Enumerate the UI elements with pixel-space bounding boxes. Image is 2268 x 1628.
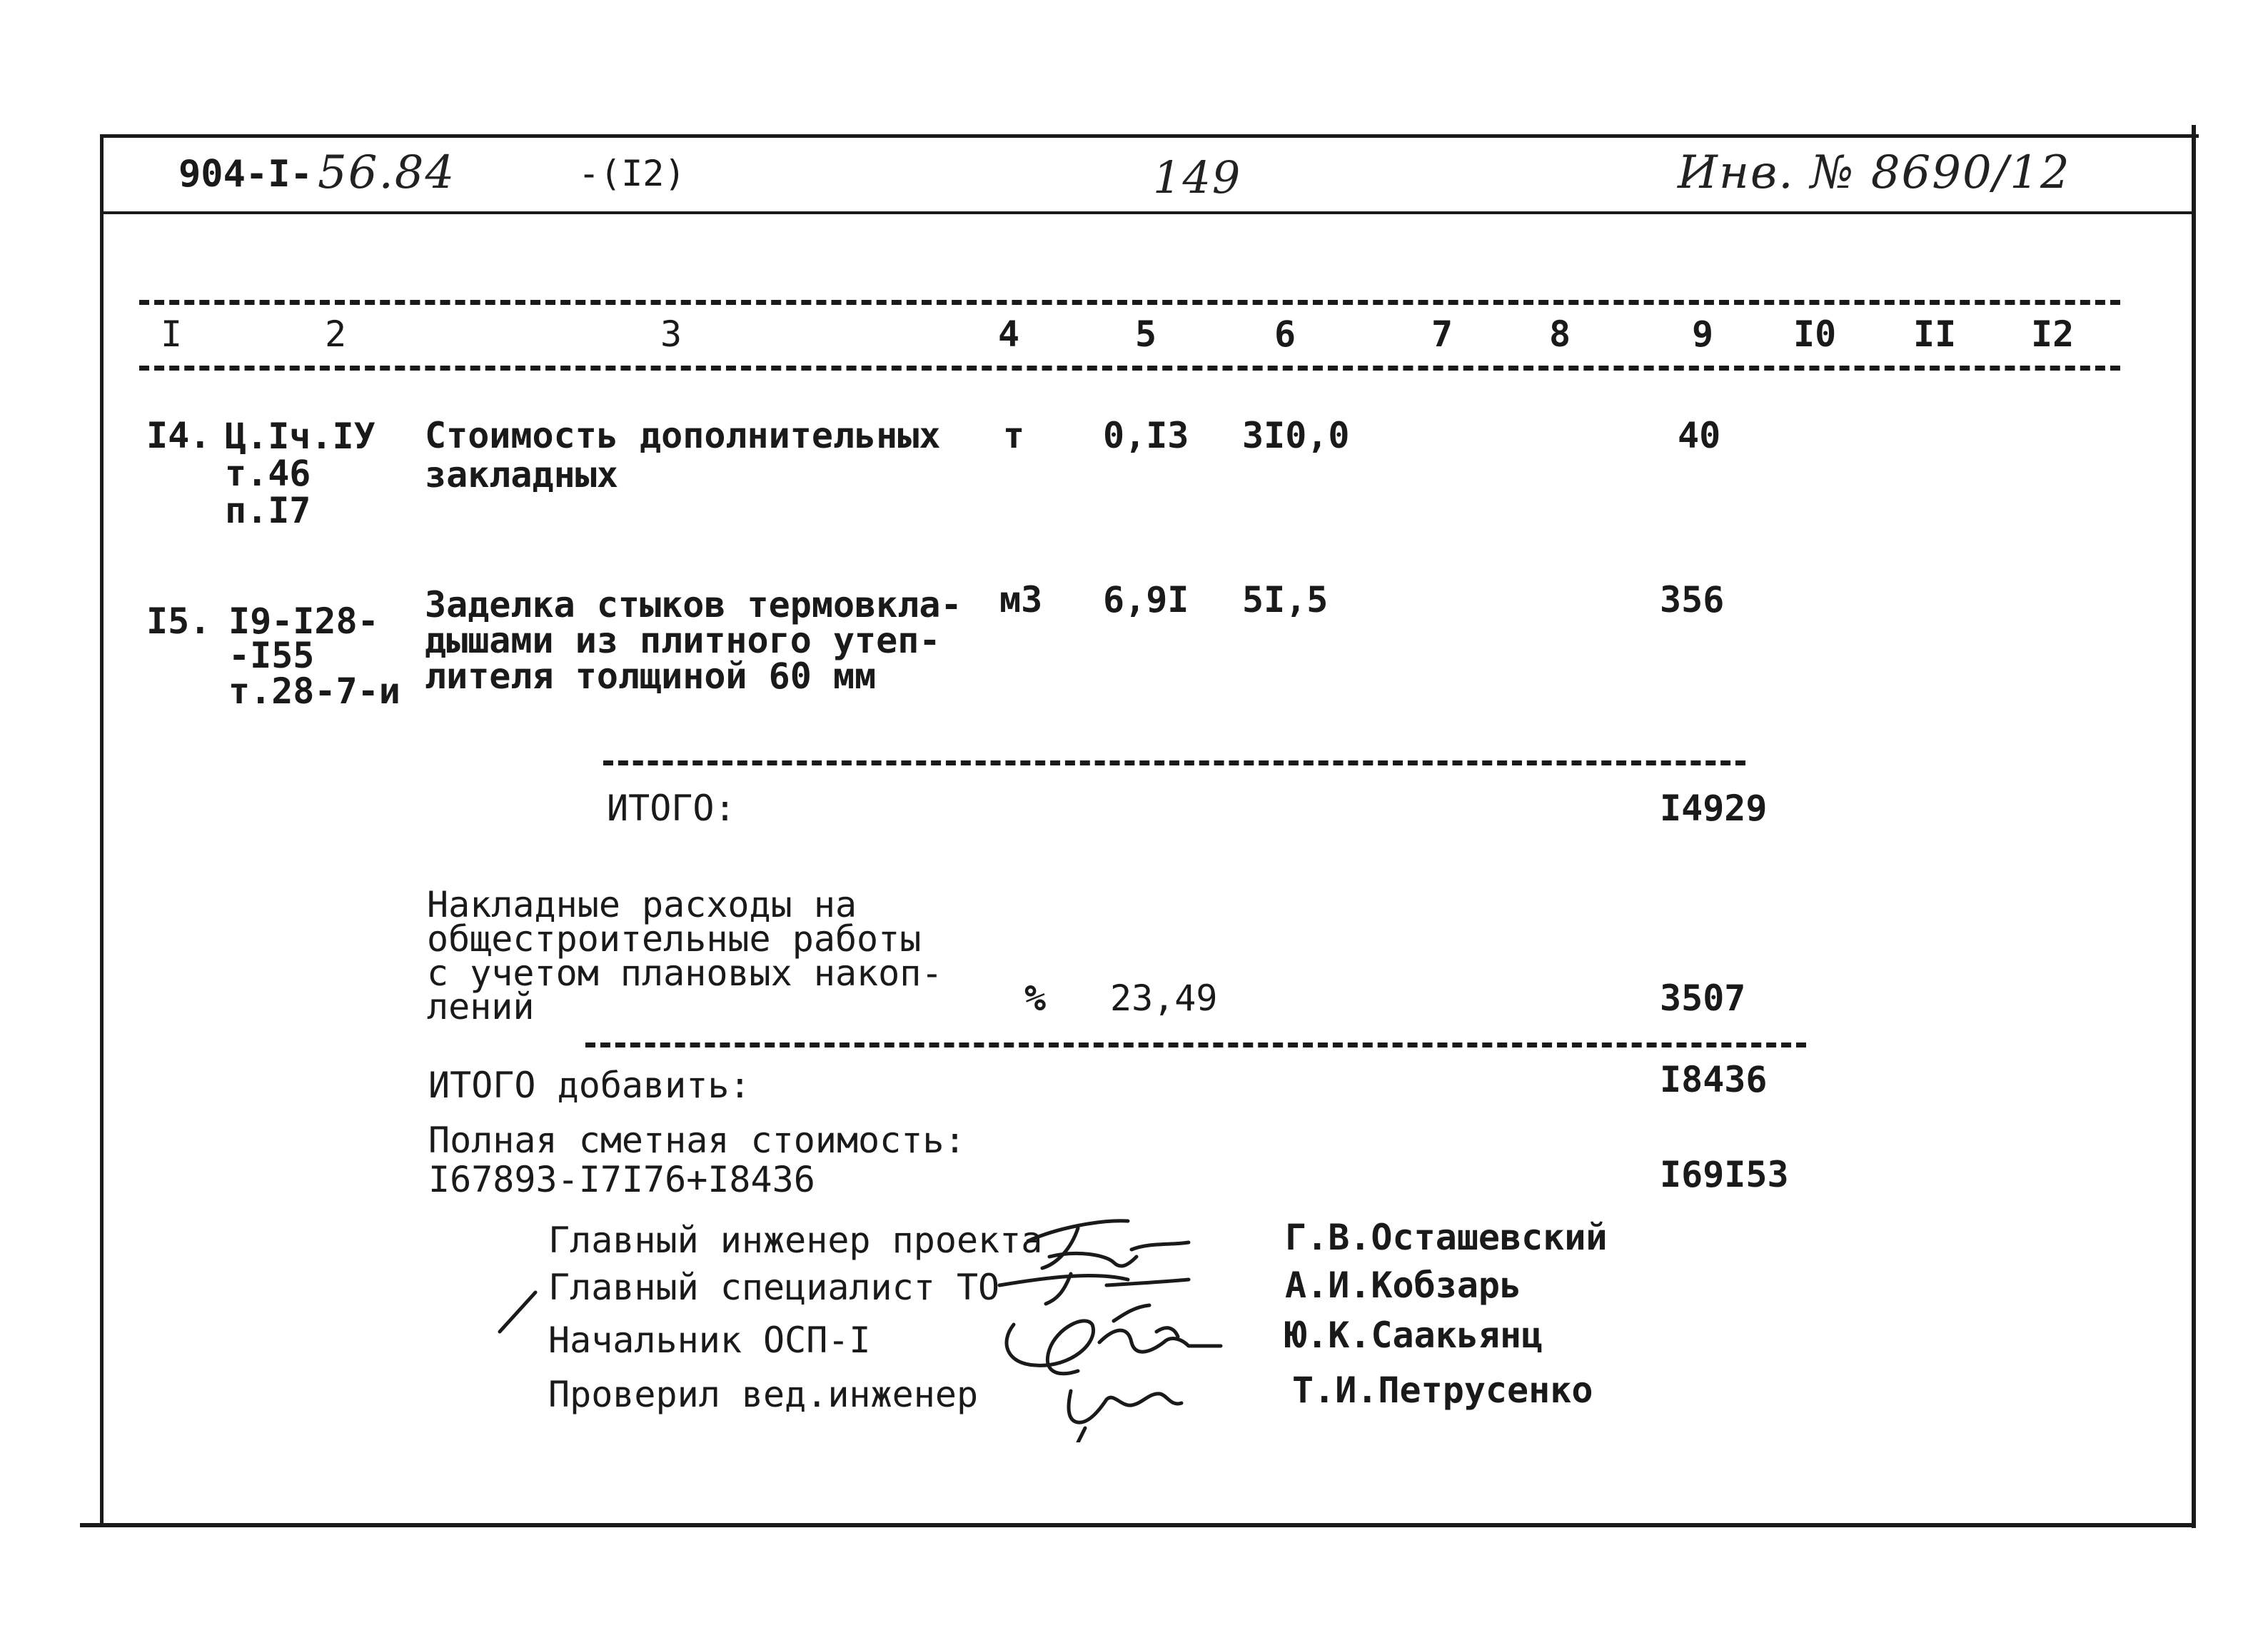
- header-rule: [104, 211, 2192, 214]
- col-num-6: 6: [1274, 313, 1296, 355]
- doc-part: -(I2): [578, 153, 686, 194]
- row-15-ref-line-1: I9-I28-: [228, 601, 379, 642]
- row-15-ref-line-2: -I55: [228, 635, 315, 676]
- row-15-desc-line-1: Заделка стыков термовкла-: [425, 584, 962, 625]
- col-num-2: 2: [325, 313, 347, 355]
- row-15-qty: 6,9I: [1103, 579, 1189, 620]
- row-14-qty: 0,I3: [1103, 415, 1189, 456]
- signature-name-2: А.И.Кобзарь: [1285, 1265, 1522, 1306]
- col-num-10: I0: [1793, 313, 1837, 355]
- overhead-desc-line-3: с учетом плановых накоп-: [427, 953, 943, 994]
- doc-code-handwritten: 56.84: [318, 146, 456, 199]
- col-num-8: 8: [1549, 313, 1571, 355]
- col-num-9: 9: [1692, 313, 1714, 355]
- row-15-total: 356: [1660, 579, 1725, 620]
- col-num-4: 4: [998, 313, 1020, 355]
- frame-top-line: [100, 134, 2199, 138]
- overhead-value: 3507: [1660, 978, 1746, 1019]
- row-14-unit: т: [1003, 415, 1025, 456]
- row-14-price: 3I0,0: [1242, 415, 1350, 456]
- row-15-desc-line-3: лителя толщиной 60 мм: [425, 655, 877, 697]
- full-cost-formula: I67893-I7I76+I8436: [428, 1159, 815, 1200]
- frame-left-line: [100, 134, 104, 1527]
- total-add-value: I8436: [1660, 1059, 1768, 1100]
- overhead-desc-line-2: общестроительные работы: [427, 918, 922, 960]
- row-15-ref-line-3: т.28-7-и: [228, 670, 400, 712]
- overhead-desc-line-4: лений: [427, 986, 535, 1027]
- signature-name-3: Ю.К.Саакьянц: [1285, 1315, 1543, 1356]
- row-15-price: 5I,5: [1242, 579, 1329, 620]
- signature-role-4: Проверил вед.инженер: [548, 1374, 979, 1415]
- frame-right-line: [2192, 125, 2196, 1528]
- inventory-number: Инв. № 8690/12: [1678, 146, 2071, 199]
- subtotal-value: I4929: [1660, 788, 1768, 829]
- signature-role-3: Начальник ОСП-I: [548, 1320, 871, 1361]
- page-number: 149: [1153, 151, 1242, 204]
- doc-code-typed: 904-I-: [178, 153, 313, 196]
- col-num-3: 3: [660, 313, 682, 355]
- overhead-unit: %: [1024, 978, 1047, 1019]
- row-14-desc-line-1: Стоимость дополнительных: [425, 415, 941, 456]
- row-14-total: 40: [1678, 415, 1721, 456]
- frame-bottom-line: [80, 1523, 2196, 1527]
- row-15-number: I5.: [146, 601, 211, 642]
- row-14-ref-line-3: п.I7: [225, 490, 311, 531]
- col-num-11: II: [1913, 313, 1957, 355]
- subtotal-label: ИТОГО:: [607, 788, 736, 829]
- signature-name-4: Т.И.Петрусенко: [1292, 1370, 1593, 1411]
- row-14-number: I4.: [146, 415, 211, 456]
- row-14-ref-line-1: Ц.Iч.IУ: [225, 416, 376, 457]
- overhead-desc-line-1: Накладные расходы на: [427, 884, 857, 925]
- col-num-7: 7: [1431, 313, 1453, 355]
- full-cost-value: I69I53: [1660, 1154, 1789, 1195]
- row-15-unit: м3: [999, 579, 1043, 620]
- overhead-dash: [585, 1042, 1806, 1047]
- row-15-desc-line-2: дышами из плитного утеп-: [425, 620, 941, 661]
- col-num-5: 5: [1135, 313, 1157, 355]
- column-header-top-dash: [139, 300, 2120, 305]
- col-num-12: I2: [2031, 313, 2075, 355]
- signature-name-1: Г.В.Осташевский: [1285, 1217, 1608, 1258]
- overhead-rate: 23,49: [1110, 978, 1218, 1019]
- signature-role-2: Главный специалист ТО: [548, 1267, 1000, 1308]
- row-14-desc-line-2: закладных: [425, 454, 618, 496]
- column-header-bottom-dash: [139, 366, 2120, 371]
- signature-role-1: Главный инженер проекта: [548, 1220, 1043, 1261]
- handwritten-signatures: [485, 1200, 1328, 1442]
- total-add-label: ИТОГО добавить:: [428, 1065, 751, 1106]
- row-14-ref-line-2: т.46: [225, 453, 311, 494]
- col-num-1: I: [161, 313, 183, 355]
- subtotal-dash: [603, 760, 1745, 765]
- full-cost-label: Полная сметная стоимость:: [428, 1120, 966, 1161]
